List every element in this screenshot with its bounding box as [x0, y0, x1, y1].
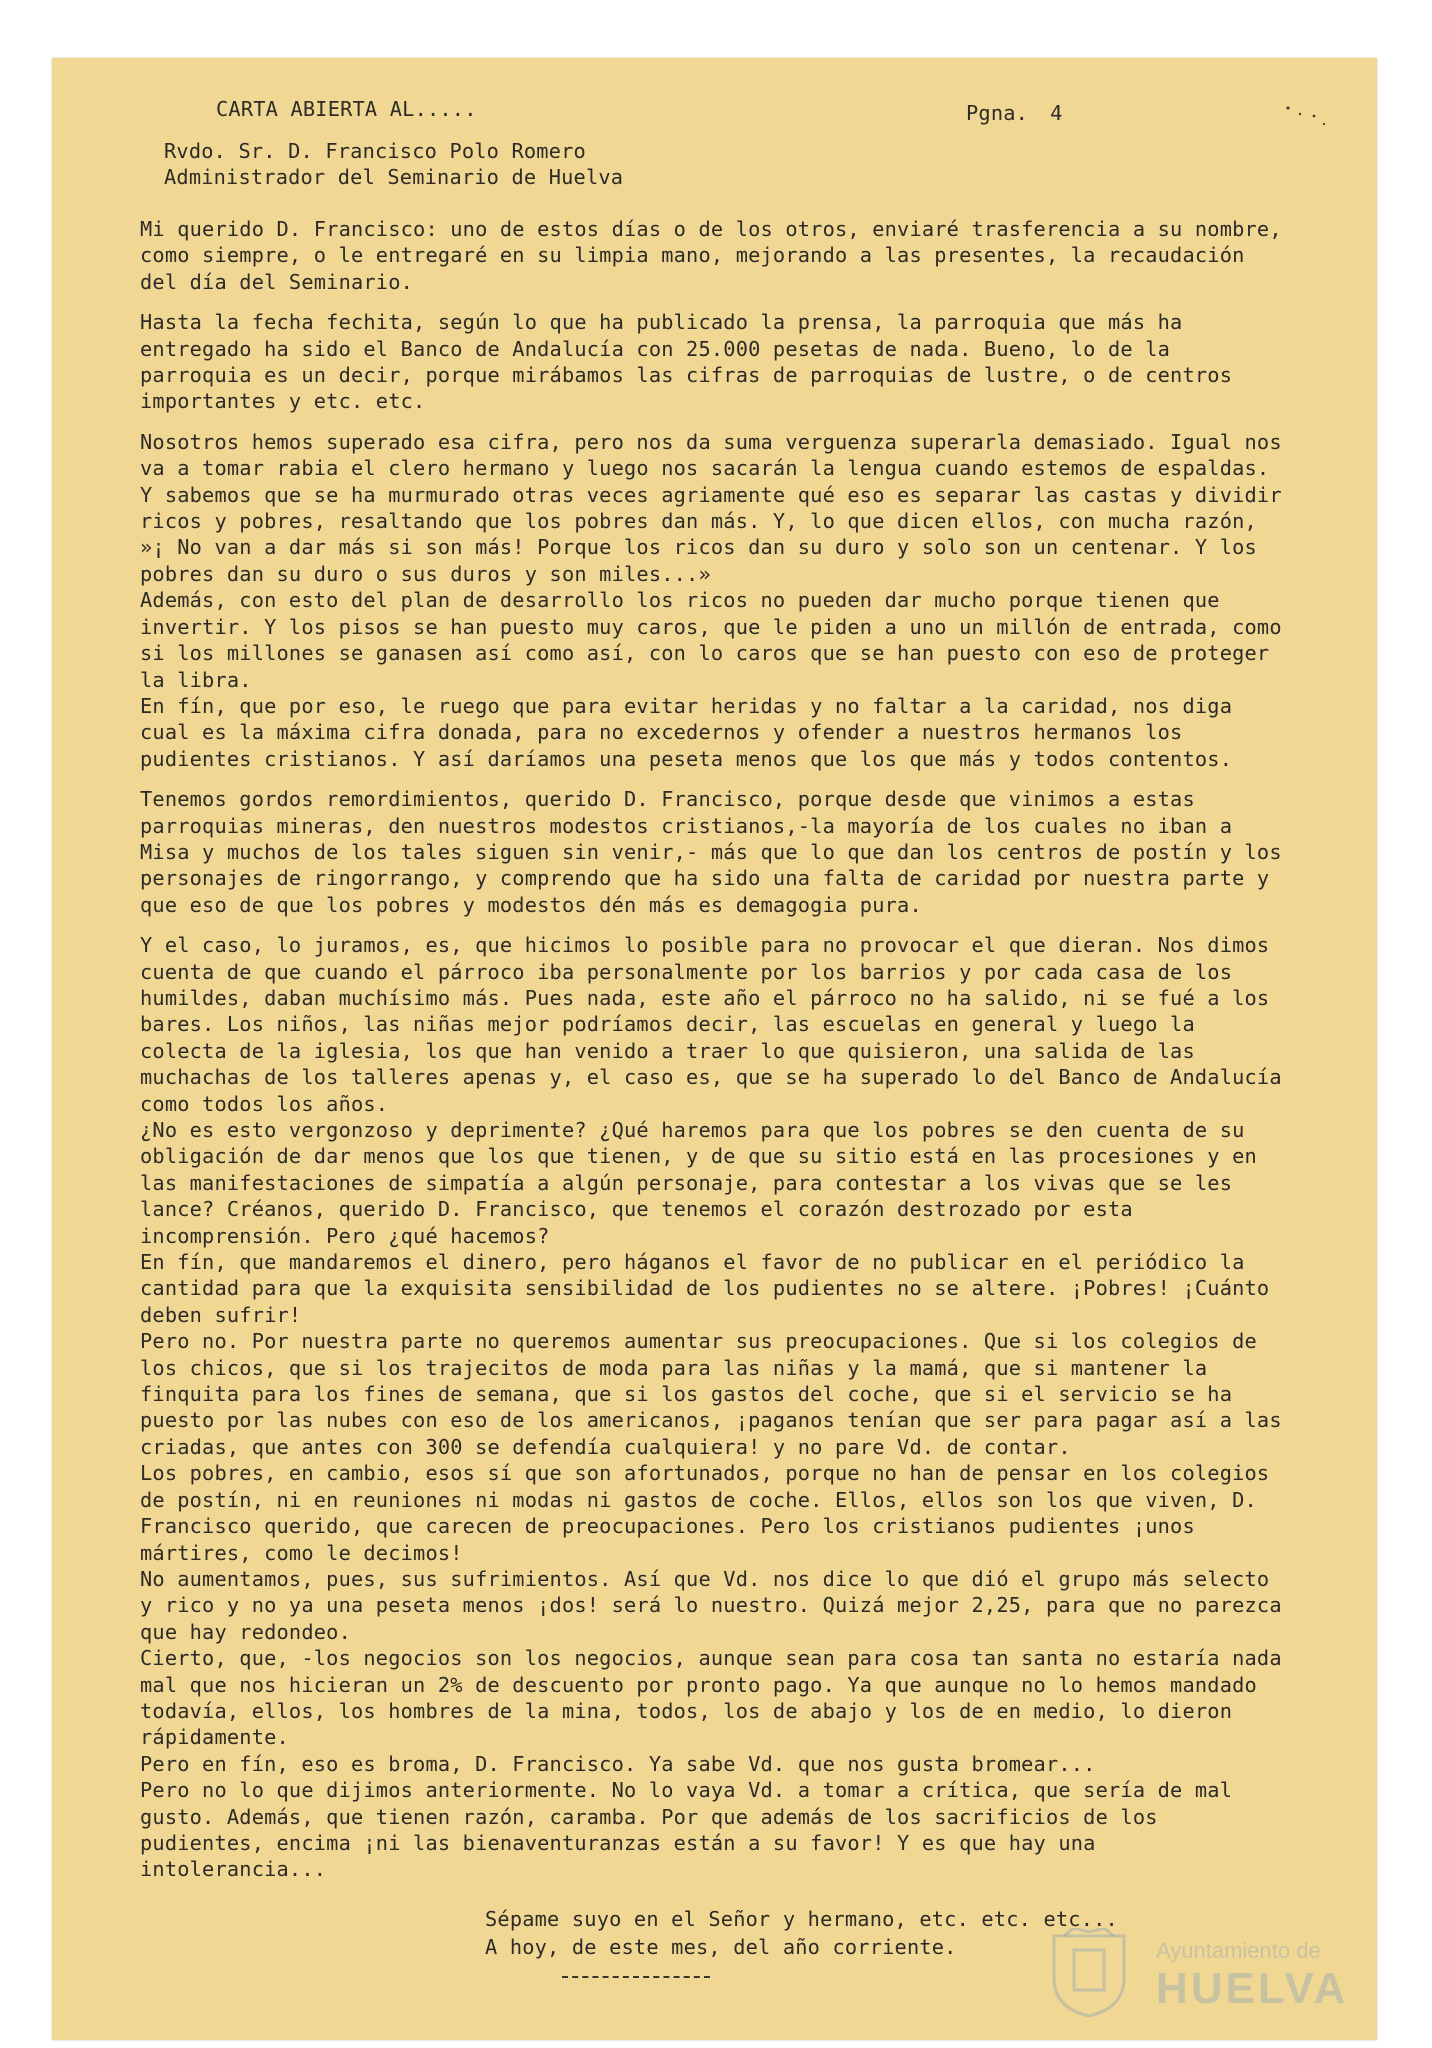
huelva-watermark: [1026, 1920, 1356, 2020]
closing-date: A hoy, de este mes, del año corriente.: [485, 1934, 957, 1959]
paragraph: Cierto, que, -los negocios son los negocios, aunque sean para cosa tan santa no estaría nada mal que nos hicieran un 2% de descuento por pronto pago. Ya que aunque no lo hemos mandado todavía, ellos, los hombres de la mina, todos, los de abajo y los de en medio, lo dieron rápidamente.: [140, 1646, 1282, 1750]
addressee-block: [140, 138, 1290, 190]
paragraph: No aumentamos, pues, sus sufrimientos. Así que Vd. nos dice lo que dió el grupo más selecto y rico y no ya una peseta menos ¡dos! será lo nuestro. Quizá mejor 2,25, para que no parezca que hay redondeo.: [140, 1566, 1282, 1644]
watermark-line1: Ayuntamiento de: [1156, 1938, 1321, 1963]
closing-salutation: Sépame suyo en el Señor y hermano, etc. etc. etc...: [485, 1906, 1118, 1931]
paragraph: ¿No es esto vergonzoso y deprimente? ¿Qué haremos para que los pobres se den cuenta de su obligación de dar menos que los que tienen, y de que su sitio está en las procesiones y en las manifestaciones de simpatía a algún personaje, para contestar a los vivas que se les lance? Créanos, querido D. Francisco, que tenemos el corazón destrozado por esta incomprensión. Pero ¿qué hacemos?: [140, 1118, 1257, 1248]
coat-of-arms-icon: [1034, 1928, 1144, 2018]
paragraph: Pero no. Por nuestra parte no queremos aumentar sus preocupaciones. Que si los colegios de los chicos, que si los trajecitos de moda para las niñas y la mamá, que si mantener la finquita para los fines de semana, que si los gastos del coche, que si el servicio se ha puesto por las nubes con eso de los americanos, ¡paganos tenían que ser para pagar así a las criadas, que antes con 300 se defendía cualquiera! y no pare Vd. de contar.: [140, 1329, 1282, 1459]
page-number: 4: [1050, 101, 1063, 125]
letter-title: CARTA ABIERTA AL.....: [216, 97, 477, 121]
paragraph: Nosotros hemos superado esa cifra, pero nos da suma verguenza superarla demasiado. Igual nos va a tomar rabia el clero hermano y luego nos sacarán la lengua cuando estemos de espaldas. Y sabemos que se ha murmurado otras veces agriamente qué eso es separar las castas y dividir ricos y pobres, resaltando que los pobres dan más. Y, lo que dicen ellos, con mucha razón, »¡ No van a dar más si son más! Porque los ricos dan su duro y solo son un centenar. Y los pobres dan su duro o sus duros y son miles...»: [140, 429, 1282, 586]
letter-header: [140, 90, 1290, 124]
paragraph: Hasta la fecha fechita, según lo que ha publicado la prensa, la parroquia que más ha entregado ha sido el Banco de Andalucía con 25.000 pesetas de nada. Bueno, lo de la parroquia es un decir, porque mirábamos las cifras de parroquias de lustre, o de centros importantes y etc. etc.: [140, 310, 1233, 414]
letter-text: [140, 90, 1290, 1961]
paragraph: Y el caso, lo juramos, es, que hicimos lo posible para no provocar el que dieran. Nos dimos cuenta de que cuando el párroco iba personalmente por los barrios y por cada casa de los humildes, daban muchísimo más. Pues nada, este año el párroco no ha salido, ni se fué a los bares. Los niños, las niñas mejor podríamos decir, las escuelas en general y luego la colecta de la iglesia, los que han venido a traer lo que quisieron, una salida de las muchachas de los talleres apenas y, el caso es, que se ha superado lo del Banco de Andalucía como todos los años.: [140, 933, 1282, 1116]
paragraph: En fín, que mandaremos el dinero, pero háganos el favor de no publicar en el periódico la cantidad para que la exquisita sensibilidad de los pudientes no se altere. ¡Pobres! ¡Cuánto deben sufrir!: [140, 1250, 1270, 1327]
paragraph: Tenemos gordos remordimientos, querido D. Francisco, porque desde que vinimos a estas parroquias mineras, den nuestros modestos cristianos,-la mayoría de los cuales no iban a Misa y muchos de los tales siguen sin venir,- más que lo que dan los centros de postín y los personajes de ringorrango, y comprendo que ha sido una falta de caridad por nuestra parte y que eso de que los pobres y modestos dén más es demagogia pura.: [140, 787, 1282, 917]
paragraph: Pero en fín, eso es broma, D. Francisco. Ya sabe Vd. que nos gusta bromear...: [140, 1751, 1096, 1776]
paragraph: Los pobres, en cambio, esos sí que son afortunados, porque no han de pensar en los colegios de postín, ni en reuniones ni modas ni gastos de coche. Ellos, ellos son los que viven, D. Francisco querido, que carecen de preocupaciones. Pero los cristianos pudientes ¡unos mártires, como le decimos!: [140, 1461, 1270, 1565]
signature-rule: [562, 1976, 710, 1978]
watermark-line2: HUELVA: [1156, 1964, 1349, 2013]
paragraph: En fín, que por eso, le ruego que para evitar heridas y no faltar a la caridad, nos diga cual es la máxima cifra donada, para no excedernos y ofender a nuestros hermanos los pudientes cristianos. Y así daríamos una peseta menos que los que más y todos contentos.: [140, 693, 1233, 771]
page-indicator: [966, 100, 1062, 126]
paragraph: Mi querido D. Francisco: uno de estos días o de los otros, enviaré trasferencia a su nombre, como siempre, o le entregaré en su limpia mano, mejorando a las presentes, la recaudación del día del Seminario.: [140, 217, 1282, 294]
page-label: Pgna.: [966, 101, 1029, 125]
paragraph: Además, con esto del plan de desarrollo los ricos no pueden dar mucho porque tienen que invertir. Y los pisos se han puesto muy caros, que le piden a uno un millón de entrada, como si los millones se ganasen así como así, con lo caros que se han puesto con eso de proteger la libra.: [140, 588, 1282, 692]
addressee-role: Administrador del Seminario de Huelva: [164, 165, 624, 189]
paragraph: Pero no lo que dijimos anteriormente. No lo vaya Vd. a tomar a crítica, que sería de mal gusto. Además, que tienen razón, caramba. Por que además de los sacrificios de los pudientes, encima ¡ni las bienaventuranzas están a su favor! Y es que hay una intolerancia...: [140, 1778, 1233, 1882]
addressee-name: Rvdo. Sr. D. Francisco Polo Romero: [164, 139, 586, 163]
